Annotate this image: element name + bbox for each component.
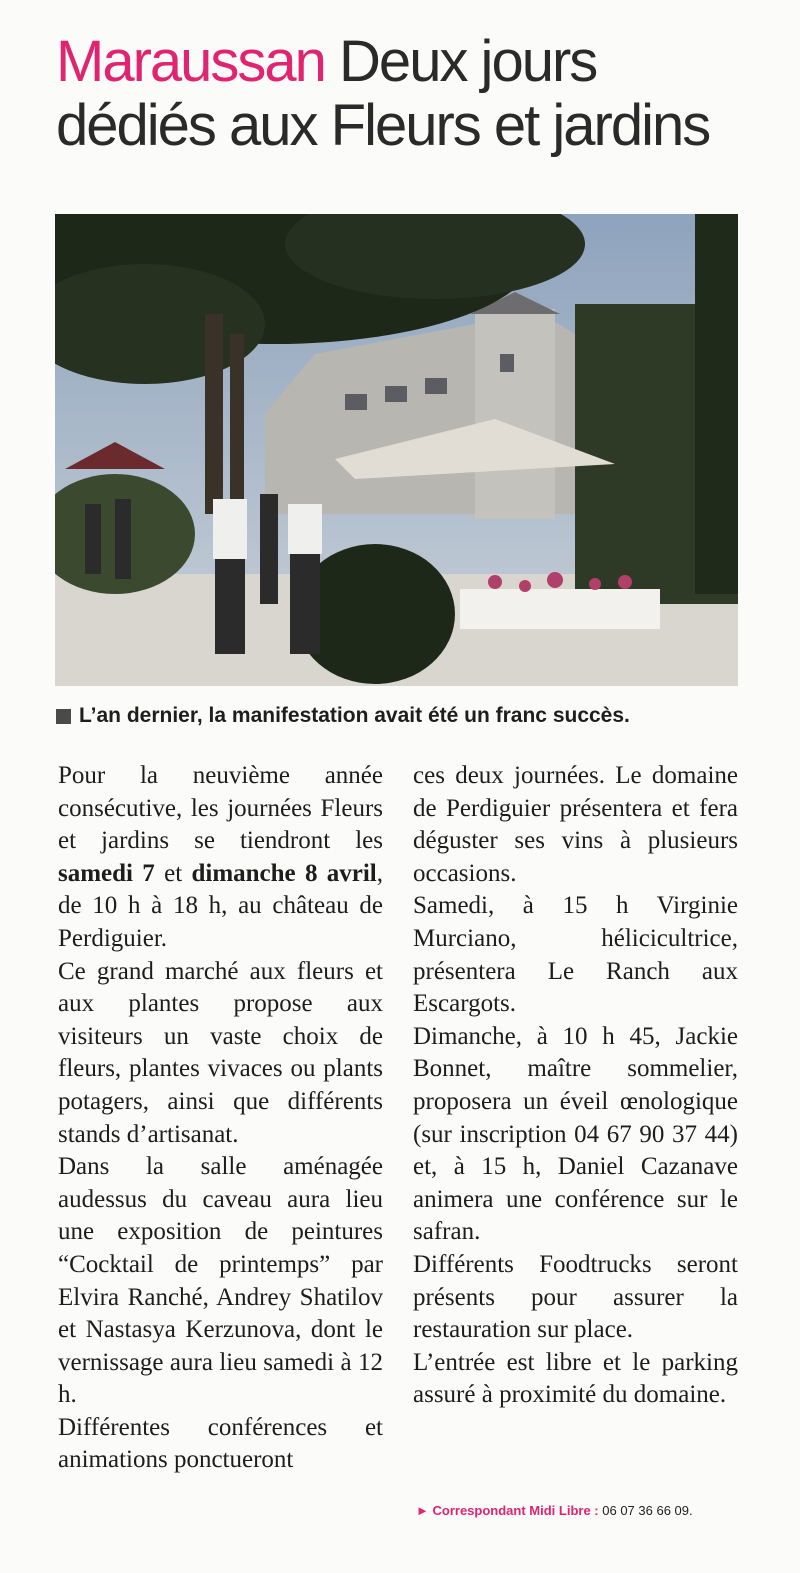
article-column-left [58,760,383,1477]
paragraph-4: Différentes conférences et animations ponctueront [58,1413,383,1474]
credit-phone: 06 07 36 66 09. [602,1503,693,1518]
paragraph-1 [58,760,383,956]
caption-text: L’an dernier, la manifestation avait été un franc succès. [79,704,630,727]
article-photo [55,214,738,686]
headline-title-2: dédiés aux Fleurs et jardins [56,93,710,158]
photo-caption [56,704,776,728]
paragraph-9: L’entrée est libre et le parking assuré à proximité du domaine. [413,1348,738,1409]
paragraph-8: Différents Foodtrucks seront présents pour assurer la restauration sur place. [413,1250,738,1344]
paragraph-1-end: , de 10 h à 18 h, au château de Perdiguier. [58,859,383,952]
correspondent-credit [416,1503,756,1518]
paragraph-2: Ce grand marché aux fleurs et aux plantes propose aux visiteurs un vaste choix de fleurs, plantes vivaces ou plants potagers, ainsi que différents stands d’artisanat. [58,957,383,1148]
photo-illustration [55,214,738,686]
paragraph-6: Samedi, à 15 h Virginie Murciano, hélicicultrice, présentera Le Ranch aux Escargots. [413,892,738,1018]
date-sunday: dimanche 8 avril [191,859,377,887]
arrow-icon: ► [416,1503,429,1518]
paragraph-7: Dimanche, à 10 h 45, Jackie Bonnet, maître sommelier, proposera un éveil œnologique (sur inscription 04 67 90 37 44) et, à 15 h, Daniel Cazanave animera une conférence sur le safran. [413,1022,738,1246]
headline [56,30,776,158]
headline-town: Maraussan [56,29,325,94]
paragraph-5: ces deux journées. Le domaine de Perdiguier présentera et fera déguster ses vins à plusieurs occasions. [413,762,738,887]
paragraph-1-text: Pour la neuvième année consécutive, les journées Fleurs et jardins se tiendront les [58,762,383,855]
article-column-right [413,760,738,1412]
headline-line-1 [56,30,776,94]
headline-title-1: Deux jours [339,29,597,94]
paragraph-3: Dans la salle aménagée audessus du caveau aura lieu une exposition de peintures “Cocktail de printemps” par Elvira Ranché, Andrey Shatilov et Nastasya Kerzunova, dont le vernissage aura lieu samedi à 12 h. [58,1153,383,1409]
paragraph-1-mid: et [154,859,192,887]
credit-label: Correspondant Midi Libre : [432,1503,599,1518]
date-saturday: samedi 7 [58,859,155,887]
caption-marker-icon [56,709,71,724]
